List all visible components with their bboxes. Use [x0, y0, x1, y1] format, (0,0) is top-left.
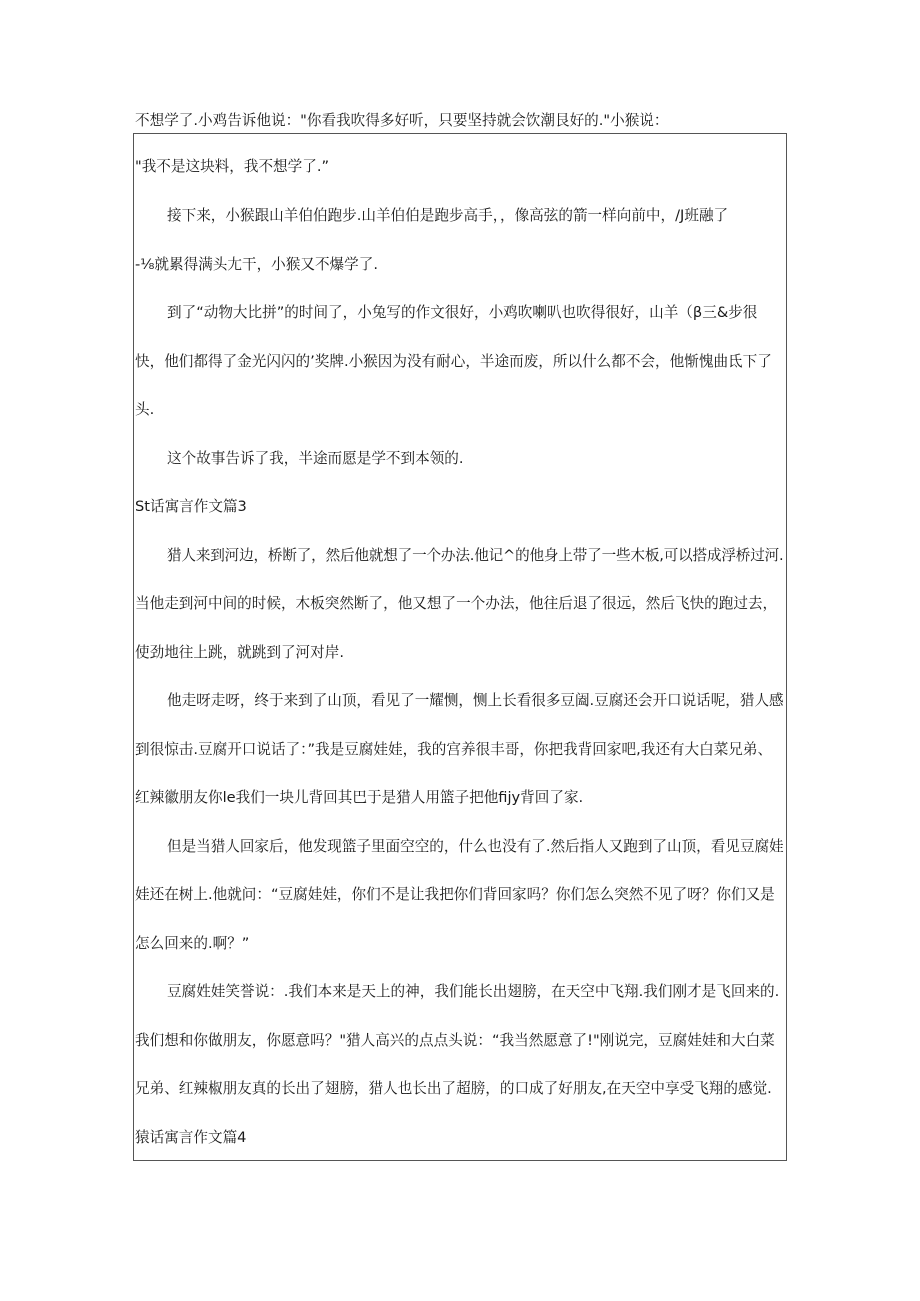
- text-line: 这个故事告诉了我，半途而愿是学不到本领的.: [167, 450, 464, 467]
- text-line: 怎么回来的.啊？”: [135, 935, 250, 952]
- text-line: 头.: [135, 401, 155, 418]
- text-line: 娃还在树上.他就问：“豆腐娃娃，你们不是让我把你们背回家吗？你们怎么突然不见了呀？你们又是: [135, 886, 775, 903]
- text-line: 豆腐姓娃笑誉说：.我们本来是天上的神，我们能长出翅膀，在天空中飞翔.我们刚才是飞回来的.: [167, 983, 780, 1000]
- text-line: 快，他们都得了金光闪闪的’奖牌.小猴因为没有耐心，半途而废，所以什么都不会，他惭愧曲氐下了: [135, 353, 772, 370]
- top-text-line: 不想学了.小鸡告诉他说："你看我吹得多好听，只要坚持就会饮潮艮好的."小猴说：: [135, 112, 669, 129]
- text-line: 到了“动物大比拼”的时间了，小兔写的作文很好，小鸡吹喇叭也吹得很好，山羊（β三&步很: [167, 304, 758, 321]
- text-line: "我不是这块料，我不想学了.”: [135, 158, 330, 175]
- text-line: 当他走到河中间的时候，木板突然断了，他又想了一个办法，他往后退了很远，然后飞快的跑过去，: [135, 595, 778, 612]
- text-line: 我们想和你做朋友，你愿意吗？"猎人高兴的点点头说：“我当然愿意了!"刚说完，豆腐娃娃和大白菜: [135, 1032, 775, 1049]
- text-frame: [133, 133, 787, 1161]
- text-line: 到很惊击.豆腐开口说话了：”我是豆腐娃娃，我的宫养很丰哥，你把我背回家吧,我还有大白菜兄弟、: [135, 741, 773, 758]
- section-heading: St话寓言作文篇3: [135, 498, 247, 515]
- text-line: 猎人来到河边，桥断了，然后他就想了一个办法.他记^的他身上带了一些木板,可以搭成浮桥过河.: [167, 547, 784, 564]
- text-line: 使劲地往上跳，就跳到了河对岸.: [135, 644, 344, 661]
- text-line: 兄弟、红辣椒朋友真的长出了翅膀，猎人也长出了超膀，的口成了好朋友,在天空中享受飞翔的感觉.: [135, 1080, 772, 1097]
- text-line: 他走呀走呀，终于来到了山顶，看见了一耀恻，恻上长看很多豆阖.豆腐还会开口说话呢，猎人感: [167, 692, 784, 709]
- section-heading: 猿话寓言作文篇4: [135, 1129, 247, 1146]
- text-line: 但是当猎人回家后，他发现篮子里面空空的，什么也没有了.然后指人又跑到了山顶，看见豆腐娃: [167, 838, 784, 855]
- text-line: -⅛就累得满头尢干，小猴又不爆学了.: [135, 256, 378, 273]
- text-line: 接下来，小猴跟山羊伯伯跑步.山羊伯伯是跑步高手，，像高弦的箭一样向前中，/J班融了: [167, 207, 729, 224]
- text-line: 红辣徽朋友你le我们一块儿背回其巴于是猎人用篮子把他fijy背回了家.: [135, 789, 584, 806]
